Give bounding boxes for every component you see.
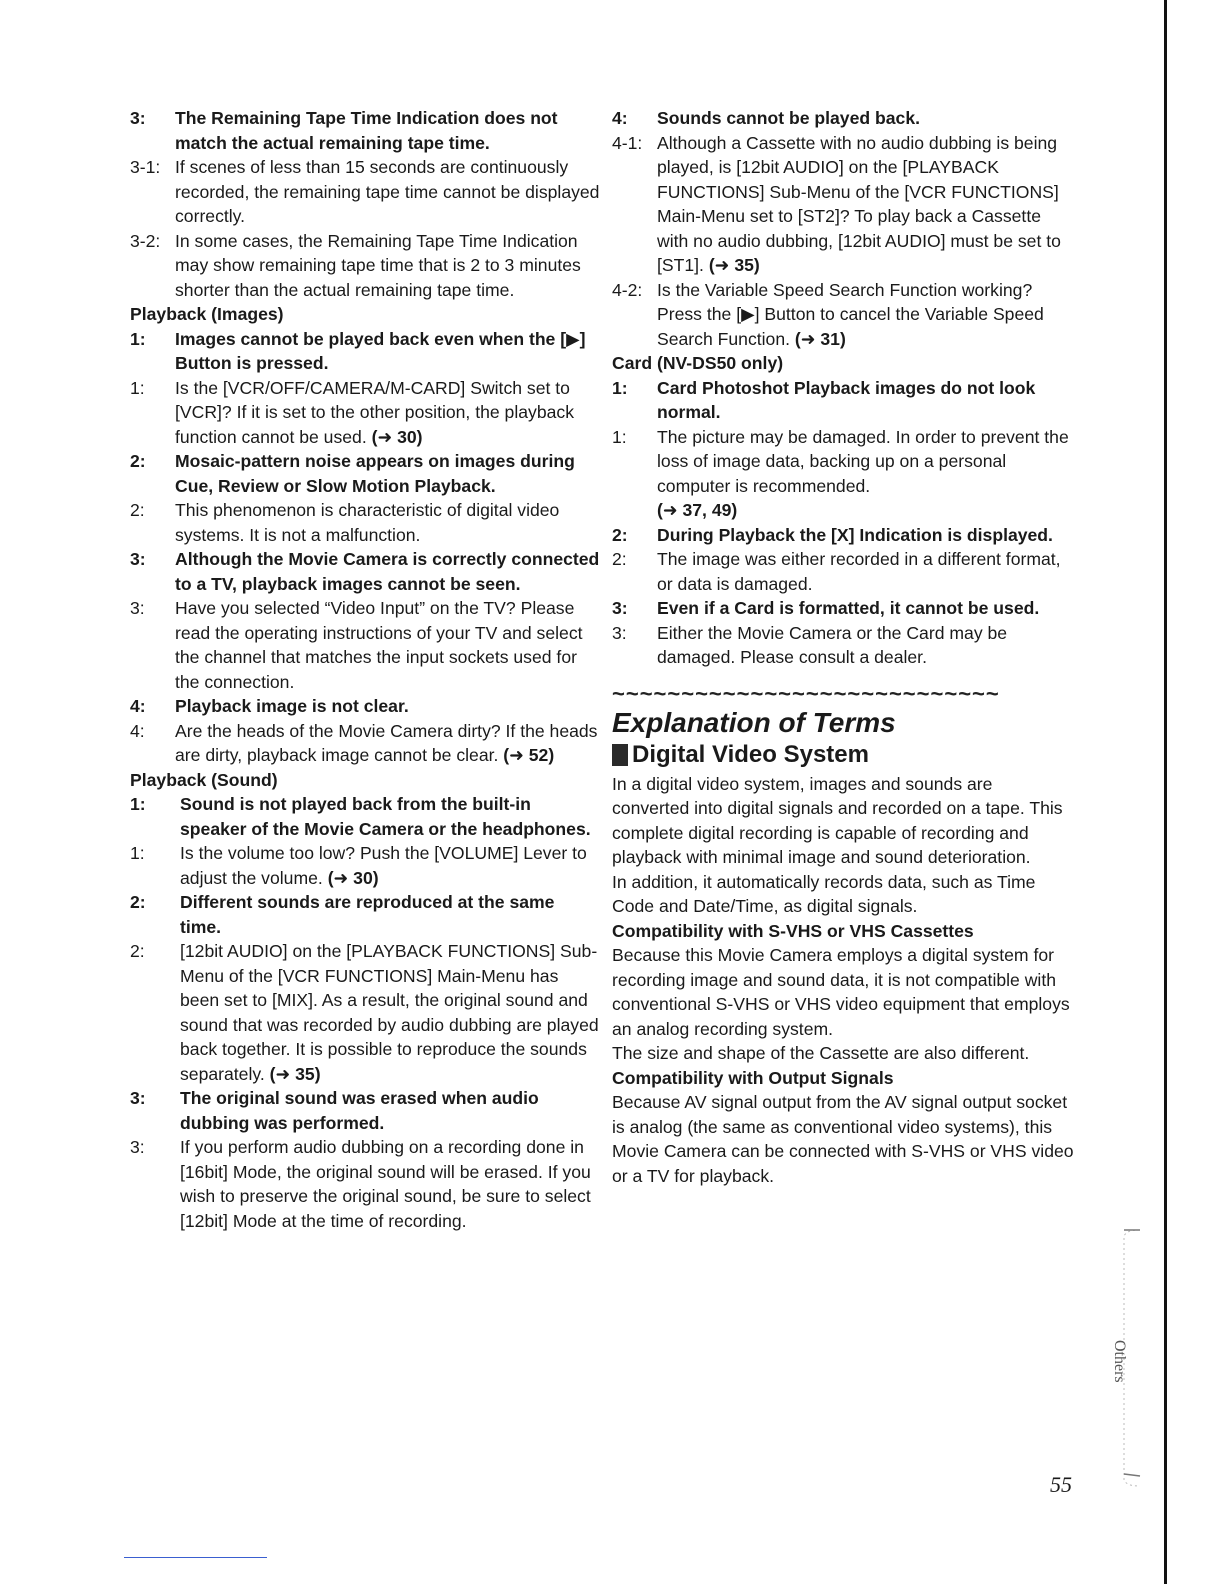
item-body: Either the Movie Camera or the Card may be damaged. Please consult a dealer. (657, 622, 1008, 667)
item-number: 4: (612, 108, 628, 128)
answer-item (612, 547, 1074, 596)
item-body: Are the heads of the Movie Camera dirty? If the heads are dirty, playback image cannot be clear. (175, 720, 598, 765)
item-text (180, 1086, 600, 1135)
item-text (175, 498, 600, 547)
item-number: 3: (130, 1088, 146, 1108)
problem-item (130, 1086, 600, 1135)
problem-item (130, 327, 600, 376)
subheading: Compatibility with Output Signals (612, 1067, 894, 1088)
item-number: 4-1: (612, 132, 643, 153)
item-number: 1: (130, 377, 145, 398)
item-number: 3-1: (130, 157, 161, 177)
problem-item (612, 376, 1074, 425)
problem-item (130, 547, 600, 596)
item-text (657, 547, 1074, 596)
item-number: 1: (130, 794, 146, 814)
item-text (657, 621, 1074, 670)
item-number: 1: (130, 328, 146, 349)
item-body: The original sound was erased when audio dubbing was performed. (180, 1088, 539, 1133)
item-number: 2: (130, 941, 145, 961)
paragraph: In addition, it automatically records data, such as Time Code and Date/Time, as digital signals. (612, 871, 1036, 916)
problem-item (130, 449, 600, 498)
section-header: Playback (Sound) (130, 769, 278, 790)
answer-item (612, 621, 1074, 670)
paragraph: Because AV signal output from the AV signal output socket is analog (the same as conventional video systems), this Movie Camera can be connected with S-VHS or VHS video or a TV for playback. (612, 1092, 1074, 1186)
right-column (612, 106, 1074, 1188)
item-body: Images cannot be played back even when the [▶] Button is pressed. (175, 328, 586, 373)
item-text (175, 694, 600, 719)
item-number: 1: (612, 377, 628, 398)
problem-item (612, 106, 1074, 131)
item-number: 4-2: (612, 279, 643, 300)
item-body: During Playback the [X] Indication is displayed. (657, 524, 1053, 545)
item-number: 3: (130, 549, 146, 569)
item-body: This phenomenon is characteristic of digital video systems. It is not a malfunction. (175, 500, 560, 545)
section-heading-text: Digital Video System (632, 740, 869, 768)
item-text (175, 547, 600, 596)
item-text (175, 229, 600, 303)
problem-item (612, 523, 1074, 548)
problem-item (130, 106, 600, 155)
wave-divider: ~~~~~~~~~~~~~~~~~~~~~~~~~~~~ (612, 680, 1000, 706)
left-column (130, 106, 600, 1233)
item-number: 2: (130, 451, 146, 471)
item-body: Card Photoshot Playback images do not look normal. (657, 377, 1036, 422)
item-body: Although a Cassette with no audio dubbing is being played, is [12bit AUDIO] on the [PLAYBACK FUNCTIONS] Sub-Menu of the [VCR FUNCTIONS] Main-Menu set to [ST2]? To play back a Cassette with no audio dubbing, [12bit AUDIO] must be set to [ST1]. (657, 132, 1061, 275)
item-body: The image was either recorded in a different format, or data is damaged. (657, 549, 1061, 594)
answer-item (130, 155, 600, 229)
item-body: Sounds cannot be played back. (657, 108, 920, 128)
answer-item (130, 376, 600, 450)
item-number: 4: (130, 720, 145, 741)
answer-item (130, 229, 600, 303)
item-number: 3: (130, 598, 145, 618)
item-number: 4: (130, 696, 146, 716)
paragraph: Because this Movie Camera employs a digital system for recording image and sound data, it is not compatible with conventional S-VHS or VHS video equipment that employs an analog recording system. (612, 945, 1070, 1039)
square-bullet-icon (612, 744, 628, 766)
item-text (175, 449, 600, 498)
page-reference: (➜ 35) (269, 1063, 321, 1084)
item-text (657, 376, 1074, 425)
paragraph: In a digital video system, images and sounds are converted into digital signals and recorded on a tape. This complete digital recording is capable of recording and playback with minimal image and sound deterioration. (612, 773, 1063, 867)
card-faq-section (612, 106, 1074, 670)
item-number: 2: (130, 500, 145, 520)
section-header: Playback (Images) (130, 304, 284, 324)
answer-item (130, 1135, 600, 1233)
section-heading (612, 740, 1074, 770)
item-body: Mosaic-pattern noise appears on images during Cue, Review or Slow Motion Playback. (175, 451, 575, 496)
answer-item (130, 841, 600, 890)
item-body: The picture may be damaged. In order to prevent the loss of image data, backing up on a personal computer is recommended. (657, 426, 1069, 496)
item-body: Have you selected “Video Input” on the TV? Please read the operating instructions of your TV and select the channel that matches the input sockets used for the connection. (175, 598, 583, 692)
item-text (175, 376, 600, 450)
item-text (180, 841, 600, 890)
item-body: Even if a Card is formatted, it cannot be used. (657, 598, 1040, 618)
item-number: 3: (130, 108, 146, 128)
answer-item (130, 596, 600, 694)
item-text (657, 106, 1074, 131)
item-body: In some cases, the Remaining Tape Time Indication may show remaining tape time that is 2 to 3 minutes shorter than the actual remaining tape time. (175, 230, 581, 300)
item-text (657, 523, 1074, 548)
subheading: Compatibility with S-VHS or VHS Cassettes (612, 920, 974, 941)
item-text (180, 1135, 600, 1233)
item-text (657, 278, 1074, 352)
item-number: 1: (130, 843, 145, 863)
item-body: The Remaining Tape Time Indication does not match the actual remaining tape time. (175, 108, 558, 153)
answer-item (130, 498, 600, 547)
answer-item (612, 278, 1074, 352)
item-text (180, 792, 600, 841)
item-text (175, 155, 600, 229)
page-reference: (➜ 37, 49) (657, 500, 738, 520)
page-reference: (➜ 30) (371, 426, 423, 447)
item-text (657, 425, 1074, 523)
explanation-title: Explanation of Terms (612, 706, 896, 738)
item-body: Playback image is not clear. (175, 696, 409, 716)
item-text (657, 131, 1074, 278)
item-number: 3-2: (130, 230, 161, 251)
item-text (175, 596, 600, 694)
item-number: 3: (612, 622, 627, 643)
item-number: 3: (130, 1137, 145, 1157)
tab-label: Others (1111, 1340, 1128, 1383)
item-body: Is the Variable Speed Search Function working? Press the [▶] Button to cancel the Variable Speed Search Function. (657, 279, 1044, 349)
item-text (175, 719, 600, 768)
problem-item (130, 792, 600, 841)
answer-item (130, 939, 600, 1086)
item-body: Is the [VCR/OFF/CAMERA/M-CARD] Switch set to [VCR]? If it is set to the other position, the playback function cannot be used. (175, 377, 574, 447)
page-reference: (➜ 30) (327, 867, 379, 888)
item-body: Different sounds are reproduced at the same time. (180, 892, 555, 937)
item-number: 1: (612, 426, 627, 447)
item-body: Sound is not played back from the built-in speaker of the Movie Camera or the headphones. (180, 794, 591, 839)
page-number: 55 (1050, 1472, 1072, 1497)
item-number: 2: (612, 549, 627, 569)
item-text (175, 106, 600, 155)
page-edge-rule (1164, 0, 1167, 1584)
section-header: Card (NV-DS50 only) (612, 353, 784, 373)
problem-item (130, 890, 600, 939)
footer-line (124, 1557, 267, 1558)
item-body: If scenes of less than 15 seconds are continuously recorded, the remaining tape time cannot be displayed correctly. (175, 157, 600, 226)
item-text (175, 327, 600, 376)
item-text (180, 939, 600, 1086)
item-number: 3: (612, 598, 628, 618)
page-reference: (➜ 35) (708, 255, 760, 275)
item-text (180, 890, 600, 939)
problem-item (612, 596, 1074, 621)
item-text (657, 596, 1074, 621)
page-reference: (➜ 31) (794, 328, 846, 349)
answer-item (612, 425, 1074, 523)
problem-item (130, 694, 600, 719)
answer-item (130, 719, 600, 768)
paragraph: The size and shape of the Cassette are also different. (612, 1043, 1030, 1063)
item-body: [12bit AUDIO] on the [PLAYBACK FUNCTIONS] Sub-Menu of the [VCR FUNCTIONS] Main-Menu has been set to [MIX]. As a result, the original sound and sound that was recorded by audio dubbing are played back together. It is possible to reproduce the sounds separately. (180, 941, 599, 1084)
item-body: If you perform audio dubbing on a recording done in [16bit] Mode, the original sound will be erased. If you wish to preserve the original sound, be sure to select [12bit] Mode at the time of recording. (180, 1137, 591, 1231)
item-body: Although the Movie Camera is correctly connected to a TV, playback images cannot be seen. (175, 549, 600, 594)
item-number: 2: (612, 524, 628, 545)
item-number: 2: (130, 892, 146, 912)
item-body: Is the volume too low? Push the [VOLUME] Lever to adjust the volume. (180, 843, 587, 888)
answer-item (612, 131, 1074, 278)
page-reference: (➜ 52) (503, 745, 555, 765)
